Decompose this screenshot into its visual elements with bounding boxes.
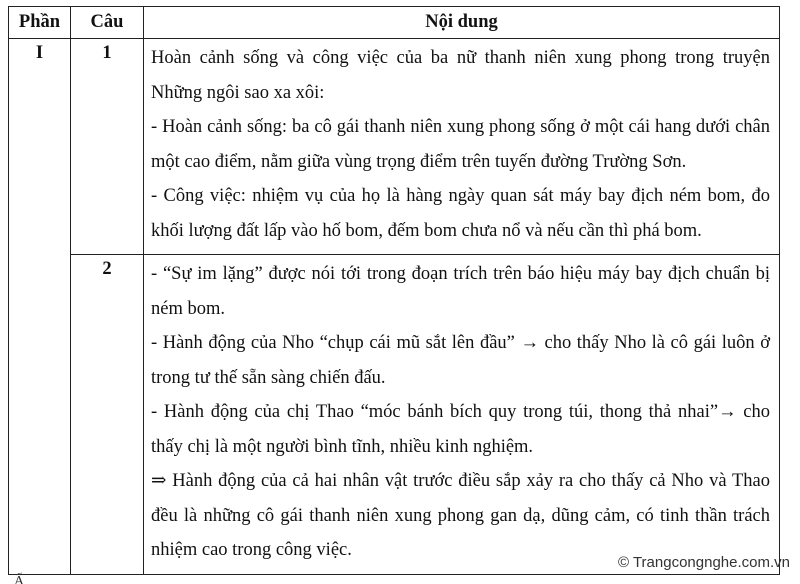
watermark: © Trangcongnghe.com.vn bbox=[618, 554, 790, 571]
content-paragraph: - Hành động của Nho “chụp cái mũ sắt lên đầu” → cho thấy Nho là cô gái luôn ở trong tư thế sẵn sàng chiến đấu. bbox=[151, 333, 770, 388]
content-paragraph: ⇒ Hành động của cả hai nhân vật trước điều sắp xảy ra cho thấy cả Nho và Thao đều là những cô gái thanh niên xung phong gan dạ, dũng cảm, có tinh thần trách nhiệm cao trong công việc. bbox=[151, 471, 770, 560]
content-paragraph: - Công việc: nhiệm vụ của họ là hàng ngày quan sát máy bay địch ném bom, đo khối lượng đất lấp vào hố bom, đếm bom chưa nổ và nếu cần thì phá bom. bbox=[151, 186, 770, 241]
table-header-row bbox=[9, 7, 780, 39]
cell-content bbox=[144, 255, 780, 575]
content-paragraph: - Hoàn cảnh sống: ba cô gái thanh niên xung phong sống ở một cái hang dưới chân một cao điểm, nằm giữa vùng trọng điểm trên tuyến đường Trường Sơn. bbox=[151, 117, 770, 172]
cell-cau: 2 bbox=[71, 255, 144, 575]
answer-table bbox=[8, 6, 780, 575]
header-noi-dung: Nội dung bbox=[144, 7, 780, 39]
header-cau: Câu bbox=[71, 7, 144, 39]
content-paragraph: - Hành động của chị Thao “móc bánh bích quy trong túi, thong thả nhai”→ cho thấy chị là một người bình tĩnh, nhiều kinh nghiệm. bbox=[151, 402, 770, 457]
cell-content bbox=[144, 39, 780, 255]
table-row bbox=[9, 39, 780, 255]
content-paragraph: - “Sự im lặng” được nói tới trong đoạn trích trên báo hiệu máy bay địch chuẩn bị ném bom. bbox=[151, 264, 770, 319]
cell-cau: 1 bbox=[71, 39, 144, 255]
cut-off-text: Ấ bbox=[14, 574, 25, 584]
content-paragraph: Hoàn cảnh sống và công việc của ba nữ thanh niên xung phong trong truyện Những ngôi sao xa xôi: bbox=[151, 48, 770, 103]
cell-phan: I bbox=[9, 39, 71, 575]
table-row bbox=[9, 255, 780, 575]
header-phan: Phần bbox=[9, 7, 71, 39]
